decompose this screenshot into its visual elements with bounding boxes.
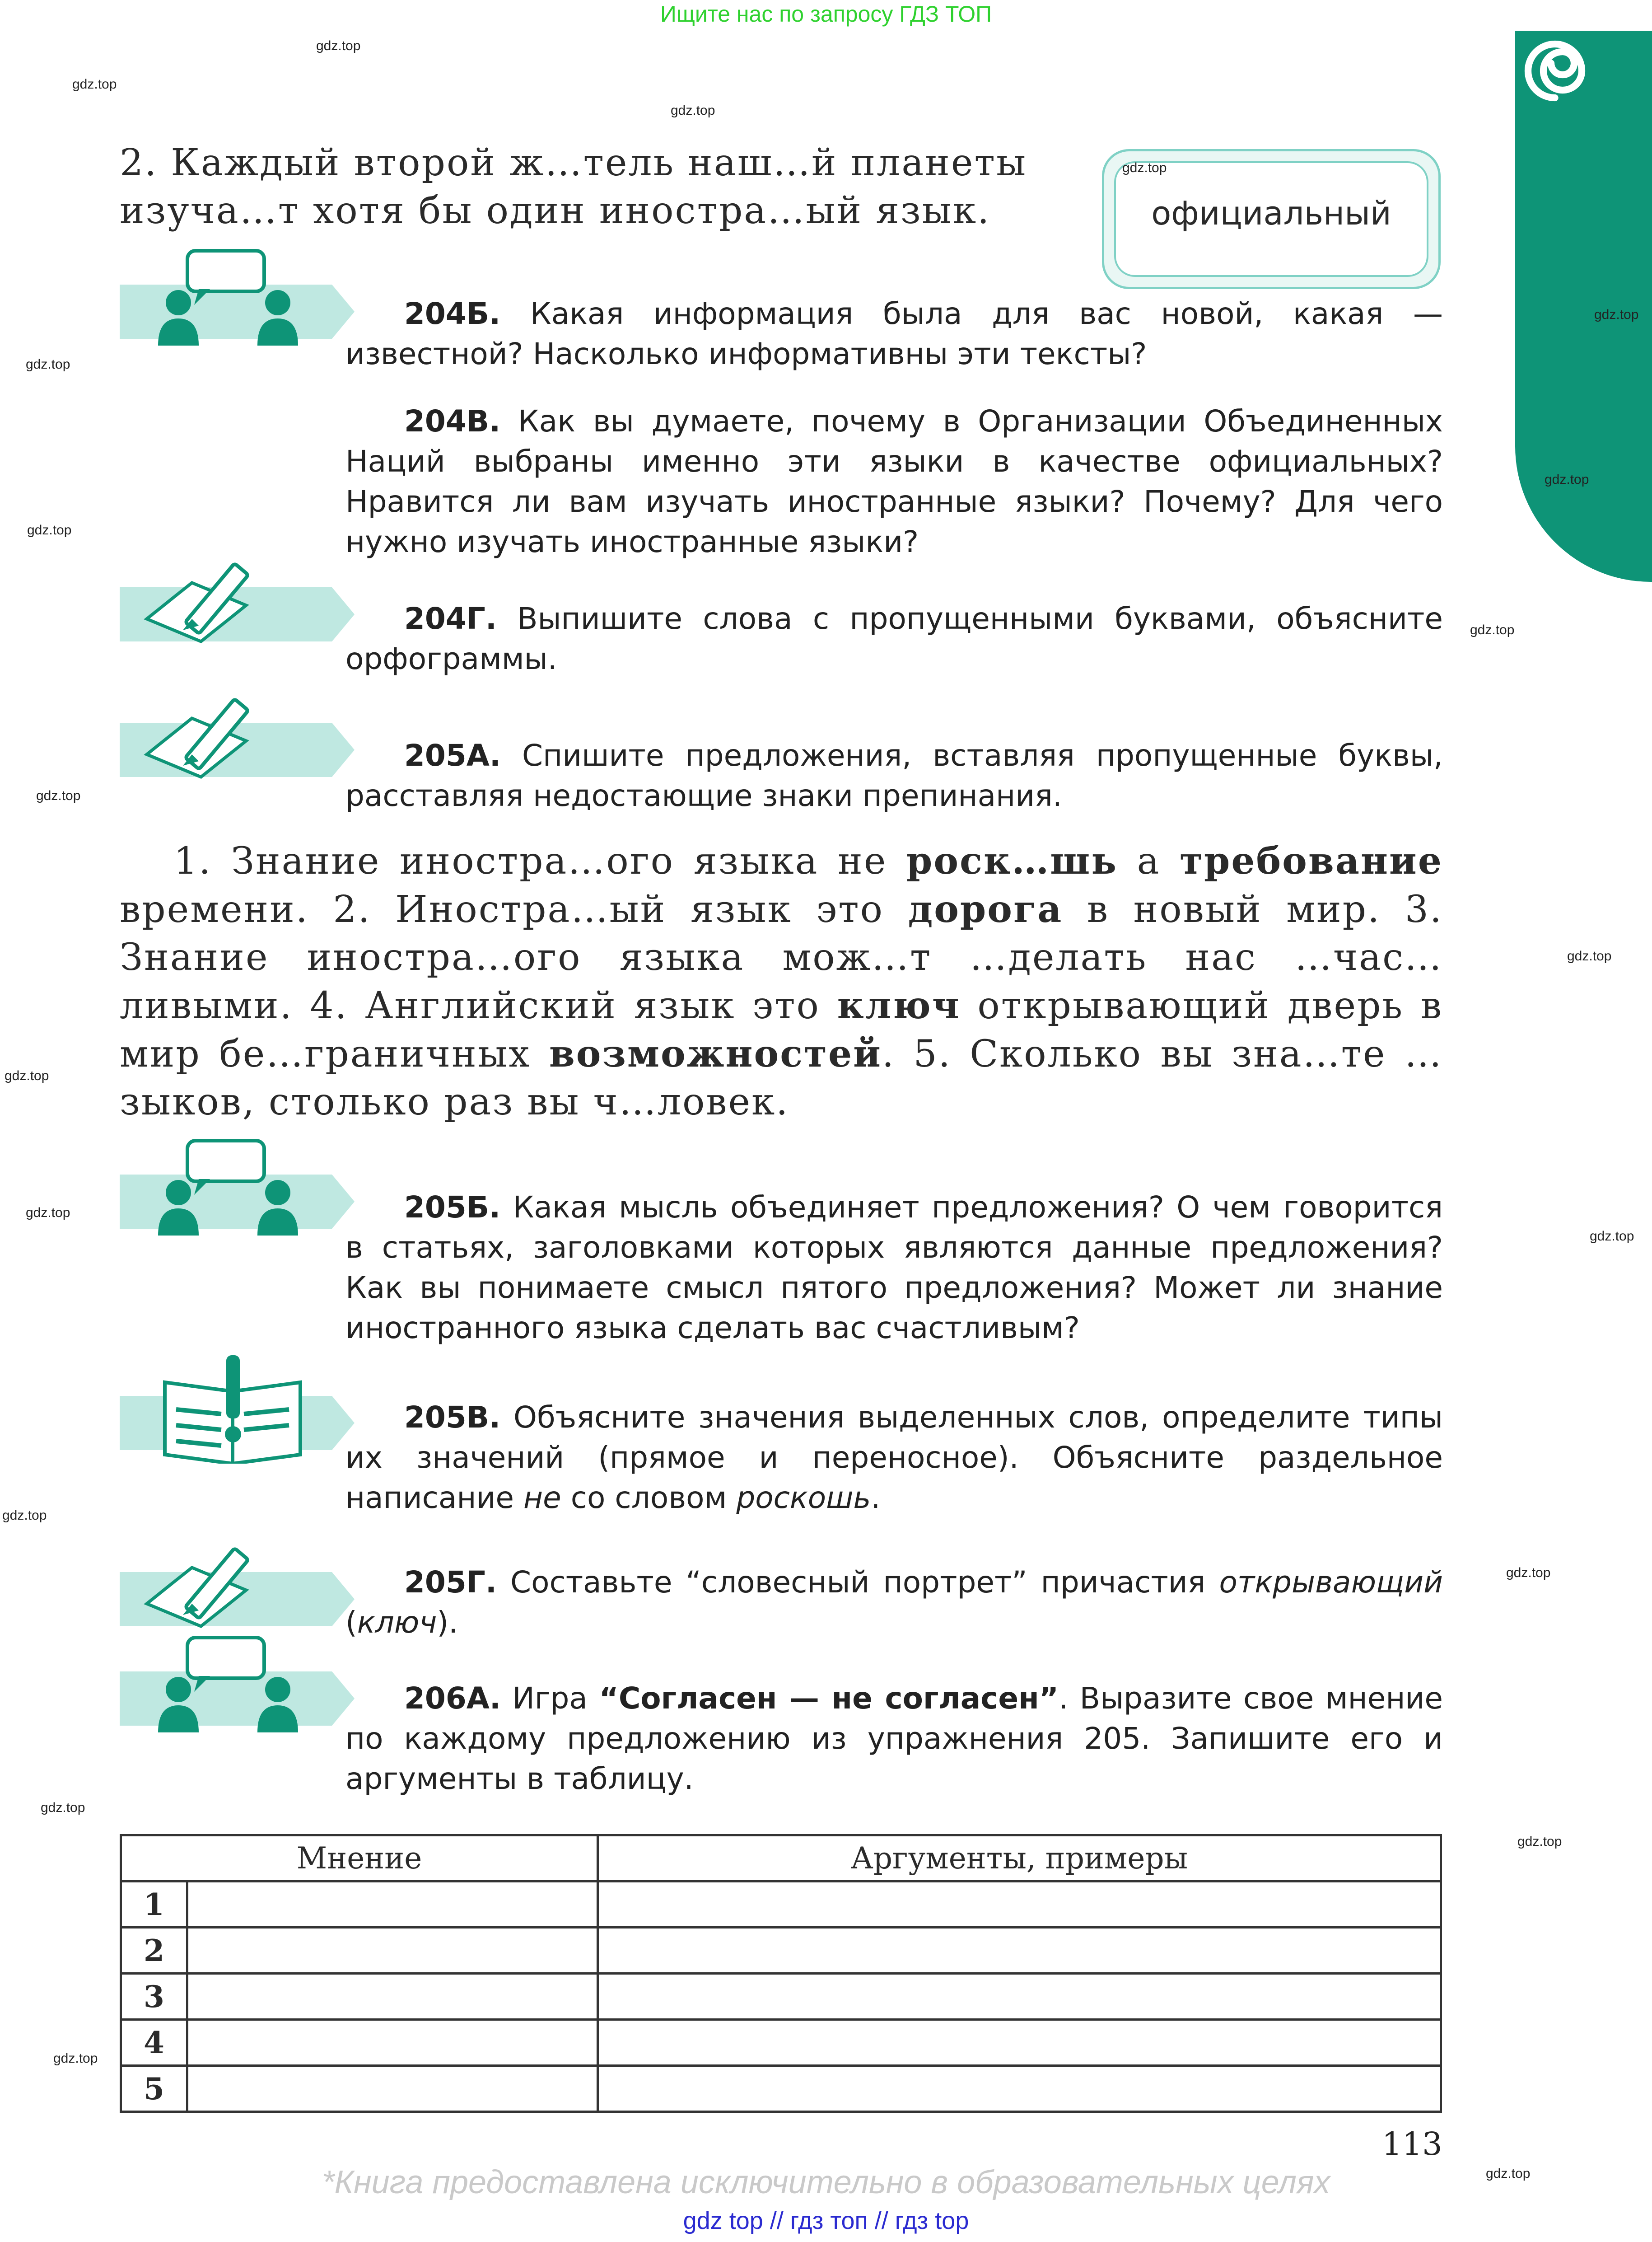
exercise-205a: 205А. Спишите предложения, вставляя пропущенные буквы, расставляя недостающие знаки препинания. [345, 738, 1443, 813]
page-number: 113 [1382, 2125, 1442, 2162]
pencil-icon [120, 1536, 355, 1631]
answer-table [120, 1834, 1442, 2113]
spiral-logo-icon [1517, 33, 1593, 109]
row-number: 3 [121, 1974, 187, 2020]
row-number: 2 [121, 1928, 187, 1974]
sentence-2: 2. Каждый второй ж…тель наш…й планеты изуча…т хотя бы один иностра…ый язык. [120, 141, 1027, 232]
watermark: gdz.top [1594, 307, 1639, 322]
watermark: gdz.top [26, 1205, 70, 1220]
opinion-cell[interactable] [187, 2066, 598, 2112]
watermark: gdz.top [1567, 949, 1612, 964]
arguments-cell[interactable] [598, 1974, 1441, 2020]
opinion-cell[interactable] [187, 1882, 598, 1928]
watermark: gdz.top [1122, 160, 1167, 175]
arguments-cell[interactable] [598, 2020, 1441, 2066]
sentences-205: 1. Знание иностра…ого языка не роск…шь а требование времени. 2. Иностра…ый язык это дорога в новый мир. 3. Знание иностра…ого языка мож…т …делать нас …час…ливыми. 4. Английский язык это ключ открывающий дверь в мир бе…граничных возможностей. 5. Сколько вы зна…те …зыков, столько раз вы ч…ловек. [120, 839, 1443, 1123]
exercise-205g: 205Г. Составьте “словесный портрет” причастия открывающий (ключ). [345, 1565, 1443, 1640]
row-number: 4 [121, 2020, 187, 2066]
side-tab [1515, 31, 1652, 582]
dialog-icon [120, 248, 355, 348]
watermark: gdz.top [1517, 1834, 1562, 1849]
table-row [121, 2066, 1441, 2112]
watermark: gdz.top [671, 103, 715, 118]
exercise-204v: 204В. Как вы думаете, почему в Организации Объединенных Наций выбраны именно эти языки в качестве официальных? Нравится ли вам изучать иностранные языки? Почему? Для чего нужно изучать иностранные языки? [345, 404, 1443, 559]
arguments-cell[interactable] [598, 1928, 1441, 1974]
exercise-204b: 204Б. Какая информация была для вас новой, какая — известной? Насколько информативны эти тексты? [345, 296, 1443, 371]
watermark: gdz.top [26, 357, 70, 372]
pencil-icon [120, 551, 355, 646]
row-number: 1 [121, 1882, 187, 1928]
watermark: gdz.top [1590, 1229, 1634, 1244]
opinion-cell[interactable] [187, 2020, 598, 2066]
watermark: gdz.top [72, 77, 117, 92]
watermark: gdz.top [1486, 2166, 1531, 2181]
watermark: gdz.top [1545, 472, 1589, 487]
pencil-icon [120, 687, 355, 782]
watermark: gdz.top [41, 1800, 85, 1815]
arguments-cell[interactable] [598, 1882, 1441, 1928]
exercise-205v: 205В. Объясните значения выделенных слов, определите типы их значений (прямое и переносное). Объясните раздельное написание не со словом роскошь. [345, 1400, 1443, 1515]
watermark: gdz.top [36, 788, 81, 803]
exercise-206a: 206А. Игра “Согласен — не согласен”. Выразите свое мнение по каждому предложению из упражнения 205. Запишите его и аргументы в таблицу. [345, 1681, 1443, 1796]
watermark: gdz.top [1470, 623, 1515, 637]
column-header-arguments: Аргументы, примеры [598, 1835, 1441, 1882]
table-row [121, 1974, 1441, 2020]
watermark: gdz.top [5, 1068, 49, 1083]
column-header-opinion: Мнение [121, 1835, 598, 1882]
footer-note: *Книга предоставлена исключительно в образовательных целях [322, 2164, 1330, 2200]
watermark: gdz.top [2, 1508, 47, 1523]
dialog-icon [120, 1138, 355, 1238]
table-row [121, 2020, 1441, 2066]
row-number: 5 [121, 2066, 187, 2112]
table-row [121, 1882, 1441, 1928]
watermark: gdz.top [1506, 1565, 1551, 1580]
exercise-205b: 205Б. Какая мысль объединяет предложения? О чем говорится в статьях, заголовками которых являются данные предложения? Как вы понимаете смысл пятого предложения? Может ли знание иностранного языка сделать вас счастливым? [345, 1190, 1443, 1345]
opinion-cell[interactable] [187, 1974, 598, 2020]
watermark: gdz.top [53, 2051, 98, 2066]
top-banner[interactable]: Ищите нас по запросу ГДЗ ТОП [660, 1, 992, 27]
footer-links[interactable]: gdz top // гдз топ // гдз top [683, 2207, 969, 2234]
opinion-cell[interactable] [187, 1928, 598, 1974]
vocabulary-word: официальный [1151, 194, 1391, 232]
book-exclamation-icon [120, 1355, 355, 1464]
arguments-cell[interactable] [598, 2066, 1441, 2112]
exercise-204g: 204Г. Выпишите слова с пропущенными буквами, объясните орфограммы. [345, 601, 1443, 676]
watermark: gdz.top [27, 523, 72, 538]
table-row [121, 1928, 1441, 1974]
dialog-icon [120, 1635, 355, 1735]
watermark: gdz.top [316, 38, 361, 53]
